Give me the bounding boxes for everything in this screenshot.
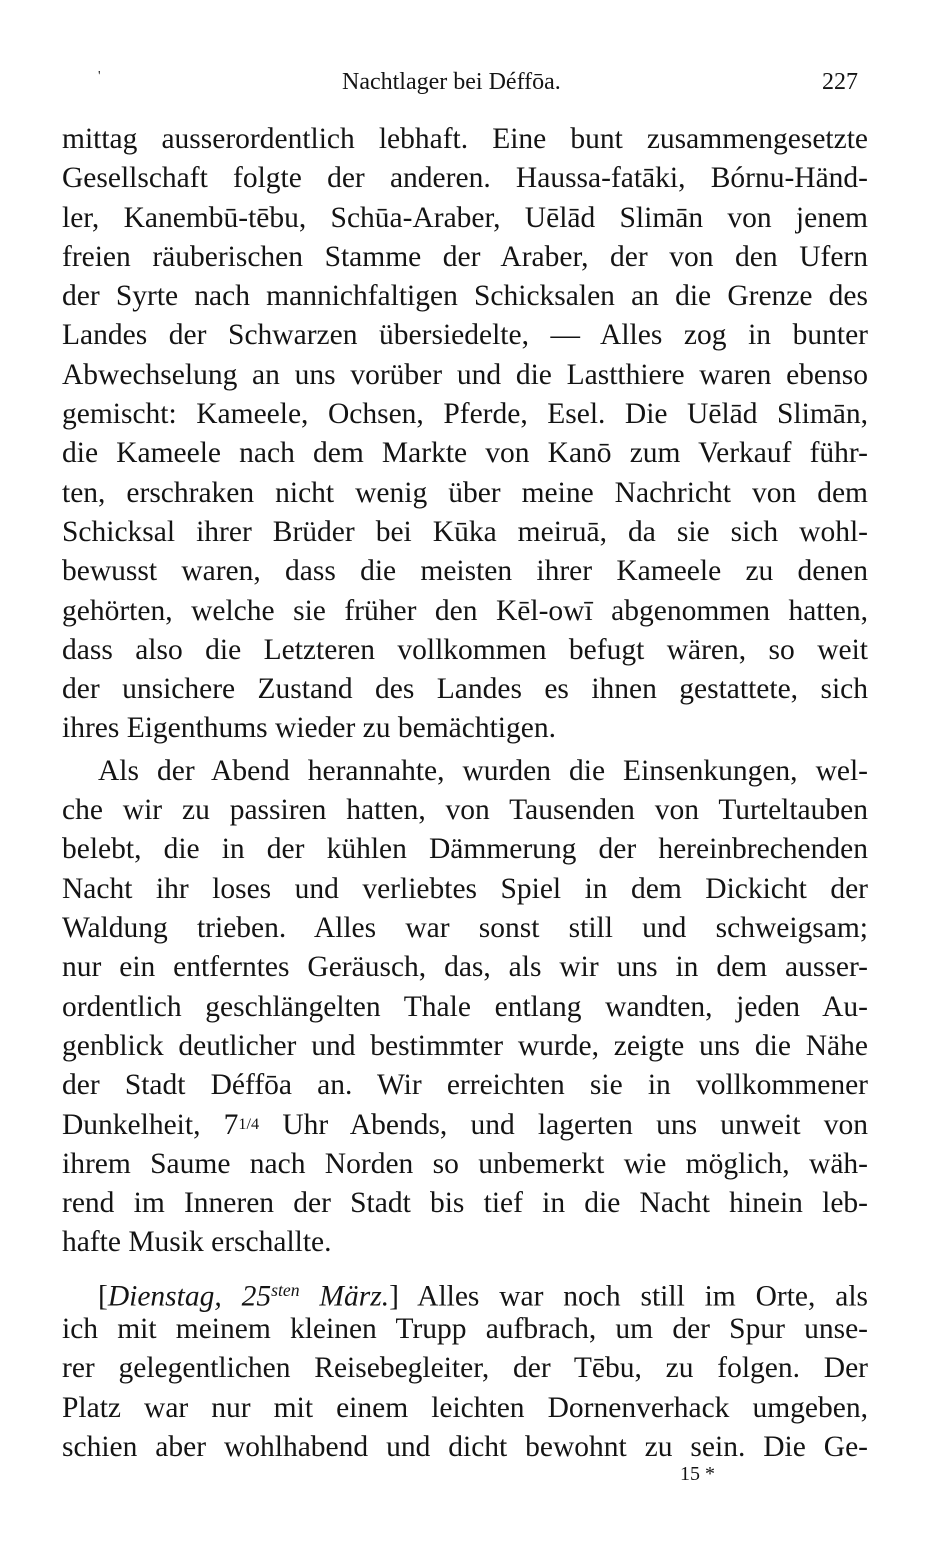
text-line: ler, Kanembū-tēbu, Schūa-Araber, Uēlād Slimān von jenem [62, 201, 868, 234]
text-line: die Kameele nach dem Markte von Kanō zum Verkauf führ- [62, 437, 868, 470]
bracket-close: ] [389, 1280, 399, 1313]
text-line: ich mit meinem kleinen Trupp aufbrach, um der Spur unse- [62, 1312, 868, 1345]
text-line: Nacht ihr loses und verliebtes Spiel in dem Dickicht der [62, 872, 868, 905]
paragraph-3 [62, 1271, 868, 1467]
line-part: Dunkelheit, 7 [62, 1109, 239, 1142]
text-line: ordentlich geschlängelten Thale entlang wandten, jeden Au- [62, 990, 868, 1023]
text-line: ihrem Saume nach Norden so unbemerkt wie möglich, wäh- [62, 1147, 868, 1180]
text-line: rer gelegentlichen Reisebegleiter, der Tēbu, zu folgen. Der [62, 1352, 868, 1385]
text-line: gehörten, welche sie früher den Kēl-owī abgenommen hatten, [62, 594, 868, 627]
text-line: hafte Musik erschallte. [62, 1226, 332, 1259]
text-line: rend im Inneren der Stadt bis tief in die Nacht hinein leb- [62, 1187, 868, 1220]
text-line: ihres Eigenthums wieder zu bemächtigen. [62, 712, 556, 745]
text-line: Landes der Schwarzen übersiedelte, — Alles zog in bunter [62, 319, 868, 352]
text-line [62, 1271, 868, 1313]
fraction: 1/4 [238, 1115, 260, 1134]
text-line: Schicksal ihrer Brüder bei Kūka meiruā, da sie sich wohl- [62, 515, 868, 548]
text-line: der unsichere Zustand des Landes es ihnen gestattete, sich [62, 673, 868, 706]
date-month: März. [299, 1280, 390, 1313]
text-line [62, 1105, 868, 1144]
text-line: Waldung trieben. Alles war sonst still und schweigsam; [62, 911, 868, 944]
text-line: Abwechselung an uns vorüber und die Lastthiere waren ebenso [62, 358, 868, 391]
page-header [0, 62, 930, 102]
text-line: dass also die Letzteren vollkommen befugt wären, so weit [62, 633, 868, 666]
line-part: Alles war noch still im Orte, als [398, 1280, 868, 1313]
text-line: bewusst waren, dass die meisten ihrer Kameele zu denen [62, 555, 868, 588]
text-line: nur ein entferntes Geräusch, das, als wir uns in dem ausser- [62, 951, 868, 984]
body-text [62, 120, 868, 1467]
date-ordinal: sten [271, 1279, 300, 1300]
text-line: der Syrte nach mannichfaltigen Schicksalen an die Grenze des [62, 280, 868, 313]
bracket-open: [ [98, 1280, 108, 1313]
line-part: Uhr Abends, und lagerten uns unweit von [259, 1109, 868, 1142]
text-line: Platz war nur mit einem leichten Dornenverhack umgeben, [62, 1391, 868, 1424]
text-line: belebt, die in der kühlen Dämmerung der hereinbrechenden [62, 833, 868, 866]
text-line: genblick deutlicher und bestimmter wurde, zeigte uns die Nähe [62, 1029, 868, 1062]
paragraph-2 [62, 752, 868, 1263]
paragraph-1 [62, 120, 868, 749]
text-line: freien räuberischen Stamme der Araber, der von den Ufern [62, 240, 868, 273]
page-number: 227 [822, 69, 858, 95]
text-line: Als der Abend herannahte, wurden die Einsenkungen, wel- [98, 754, 868, 787]
signature-mark: 15 * [680, 1463, 715, 1485]
text-line: mittag ausserordentlich lebhaft. Eine bunt zusammengesetzte [62, 123, 868, 155]
text-line: der Stadt Déffōa an. Wir erreichten sie in vollkommener [62, 1069, 868, 1102]
text-line: schien aber wohlhabend und dicht bewohnt zu sein. Die Ge- [62, 1430, 868, 1463]
date-day: Dienstag, 25 [107, 1280, 272, 1313]
running-title: Nachtlager bei Déffōa. [342, 69, 561, 95]
text-line: gemischt: Kameele, Ochsen, Pferde, Esel. Die Uēlād Slimān, [62, 398, 868, 431]
text-line: Gesellschaft folgte der anderen. Haussa-fatāki, Bórnu-Händ- [62, 162, 868, 195]
text-line: ten, erschraken nicht wenig über meine Nachricht von dem [62, 476, 868, 509]
header-mark: ' [98, 69, 101, 84]
text-line: che wir zu passiren hatten, von Tausenden von Turteltauben [62, 794, 868, 827]
